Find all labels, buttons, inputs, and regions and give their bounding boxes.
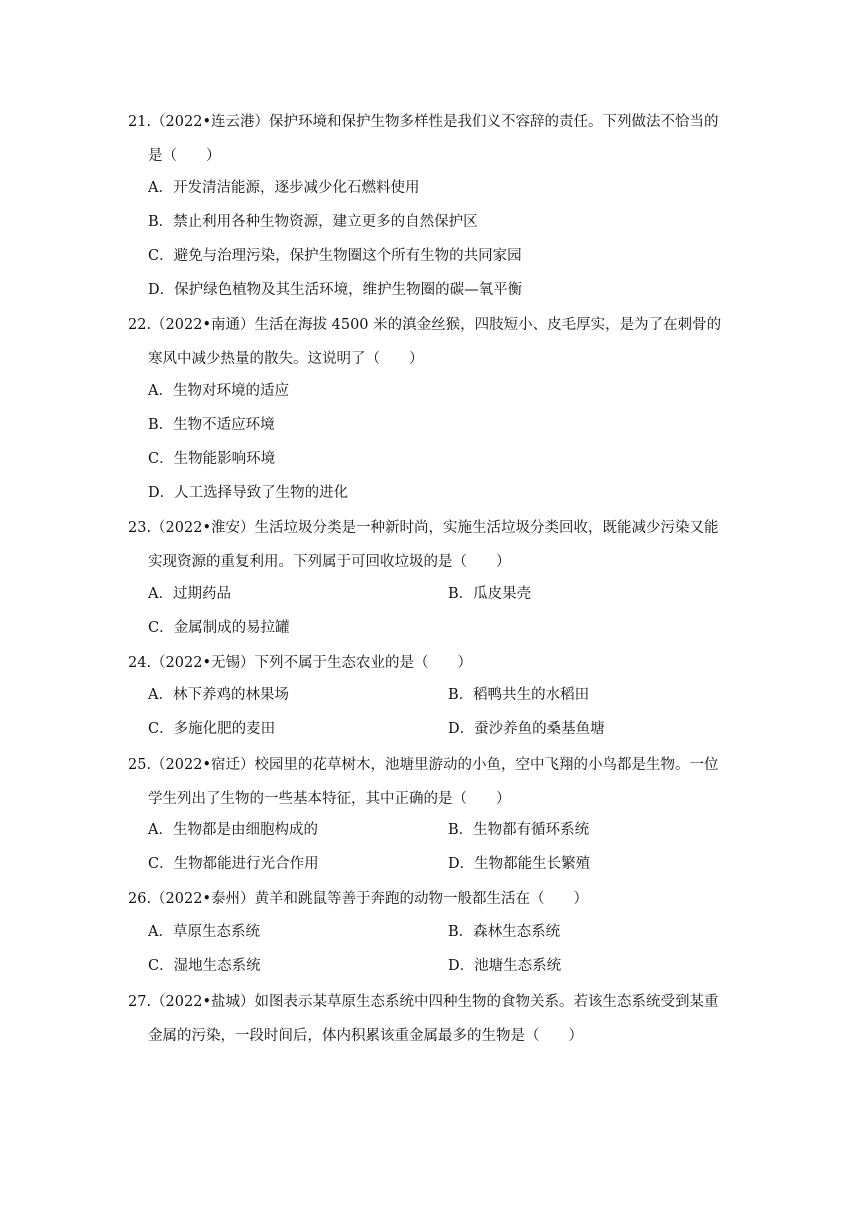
question-24-option-c[interactable]: C．多施化肥的麦田 [148,721,276,737]
question-23 [128,511,738,579]
question-23-option-c[interactable]: C．金属制成的易拉罐 [148,620,290,636]
question-26-stem-line-1: 26.（2022•泰州）黄羊和跳鼠等善于奔跑的动物一般都生活在（ ） [128,891,589,907]
question-26 [128,882,738,916]
question-22-stem-line-2: 寒风中减少热量的散失。这说明了（ ） [148,351,424,367]
question-26-option-c[interactable]: C．湿地生态系统 [148,958,261,974]
question-25-stem-line-1: 25.（2022•宿迁）校园里的花草树木，池塘里游动的小鱼，空中飞翔的小鸟都是生物。一位 [128,757,719,773]
question-22-option-b[interactable]: B．生物不适应环境 [148,417,275,433]
question-24-option-d[interactable]: D．蚕沙养鱼的桑基鱼塘 [448,721,605,737]
question-21-stem-line-1: 21.（2022•连云港）保护环境和保护生物多样性是我们义不容辞的责任。下列做法不恰当的 [128,114,719,130]
question-27-stem-line-1: 27.（2022•盐城）如图表示某草原生态系统中四种生物的食物关系。若该生态系统受到某重 [128,994,719,1010]
question-21-stem-line-2: 是（ ） [148,148,221,164]
question-27 [128,985,738,1053]
question-26-option-b[interactable]: B．森林生态系统 [448,924,561,940]
question-24 [128,646,738,680]
question-21 [128,105,738,173]
question-27-stem-line-2: 金属的污染，一段时间后，体内积累该重金属最多的生物是（ ） [148,1028,583,1044]
question-23-stem-line-1: 23.（2022•淮安）生活垃圾分类是一种新时尚，实施生活垃圾分类回收，既能减少污染又能 [128,520,719,536]
question-25-option-c[interactable]: C．生物都能进行光合作用 [148,856,319,872]
question-24-option-a[interactable]: A．林下养鸡的林果场 [148,687,289,703]
question-26-option-d[interactable]: D．池塘生态系统 [448,958,562,974]
question-25-option-b[interactable]: B．生物都有循环系统 [448,822,590,838]
question-24-stem-line-1: 24.（2022•无锡）下列不属于生态农业的是（ ） [128,655,473,671]
question-23-stem-line-2: 实现资源的重复利用。下列属于可回收垃圾的是（ ） [148,554,511,570]
question-24-option-b[interactable]: B．稻鸭共生的水稻田 [448,687,590,703]
question-22-stem-line-1: 22.（2022•南通）生活在海拔 4500 米的滇金丝猴，四肢短小、皮毛厚实，是为了在刺骨的 [128,317,722,333]
question-23-option-b[interactable]: B．瓜皮果壳 [448,586,532,602]
question-21-option-b[interactable]: B．禁止利用各种生物资源，建立更多的自然保护区 [148,214,478,230]
question-22-option-a[interactable]: A．生物对环境的适应 [148,383,289,399]
question-21-option-d[interactable]: D．保护绿色植物及其生活环境，维护生物圈的碳—氧平衡 [148,282,523,298]
question-25-option-a[interactable]: A．生物都是由细胞构成的 [148,822,318,838]
question-25-option-d[interactable]: D．生物都能生长繁殖 [448,856,591,872]
question-25-stem-line-2: 学生列出了生物的一些基本特征，其中正确的是（ ） [148,791,511,807]
question-21-option-a[interactable]: A．开发清洁能源，逐步减少化石燃料使用 [148,180,420,196]
question-26-option-a[interactable]: A．草原生态系统 [148,924,260,940]
question-22-option-d[interactable]: D．人工选择导致了生物的进化 [148,485,349,501]
question-22-option-c[interactable]: C．生物能影响环境 [148,451,276,467]
question-22 [128,308,738,376]
question-23-option-a[interactable]: A．过期药品 [148,586,231,602]
question-21-option-c[interactable]: C．避免与治理污染，保护生物圈这个所有生物的共同家园 [148,248,522,264]
question-25 [128,748,738,816]
